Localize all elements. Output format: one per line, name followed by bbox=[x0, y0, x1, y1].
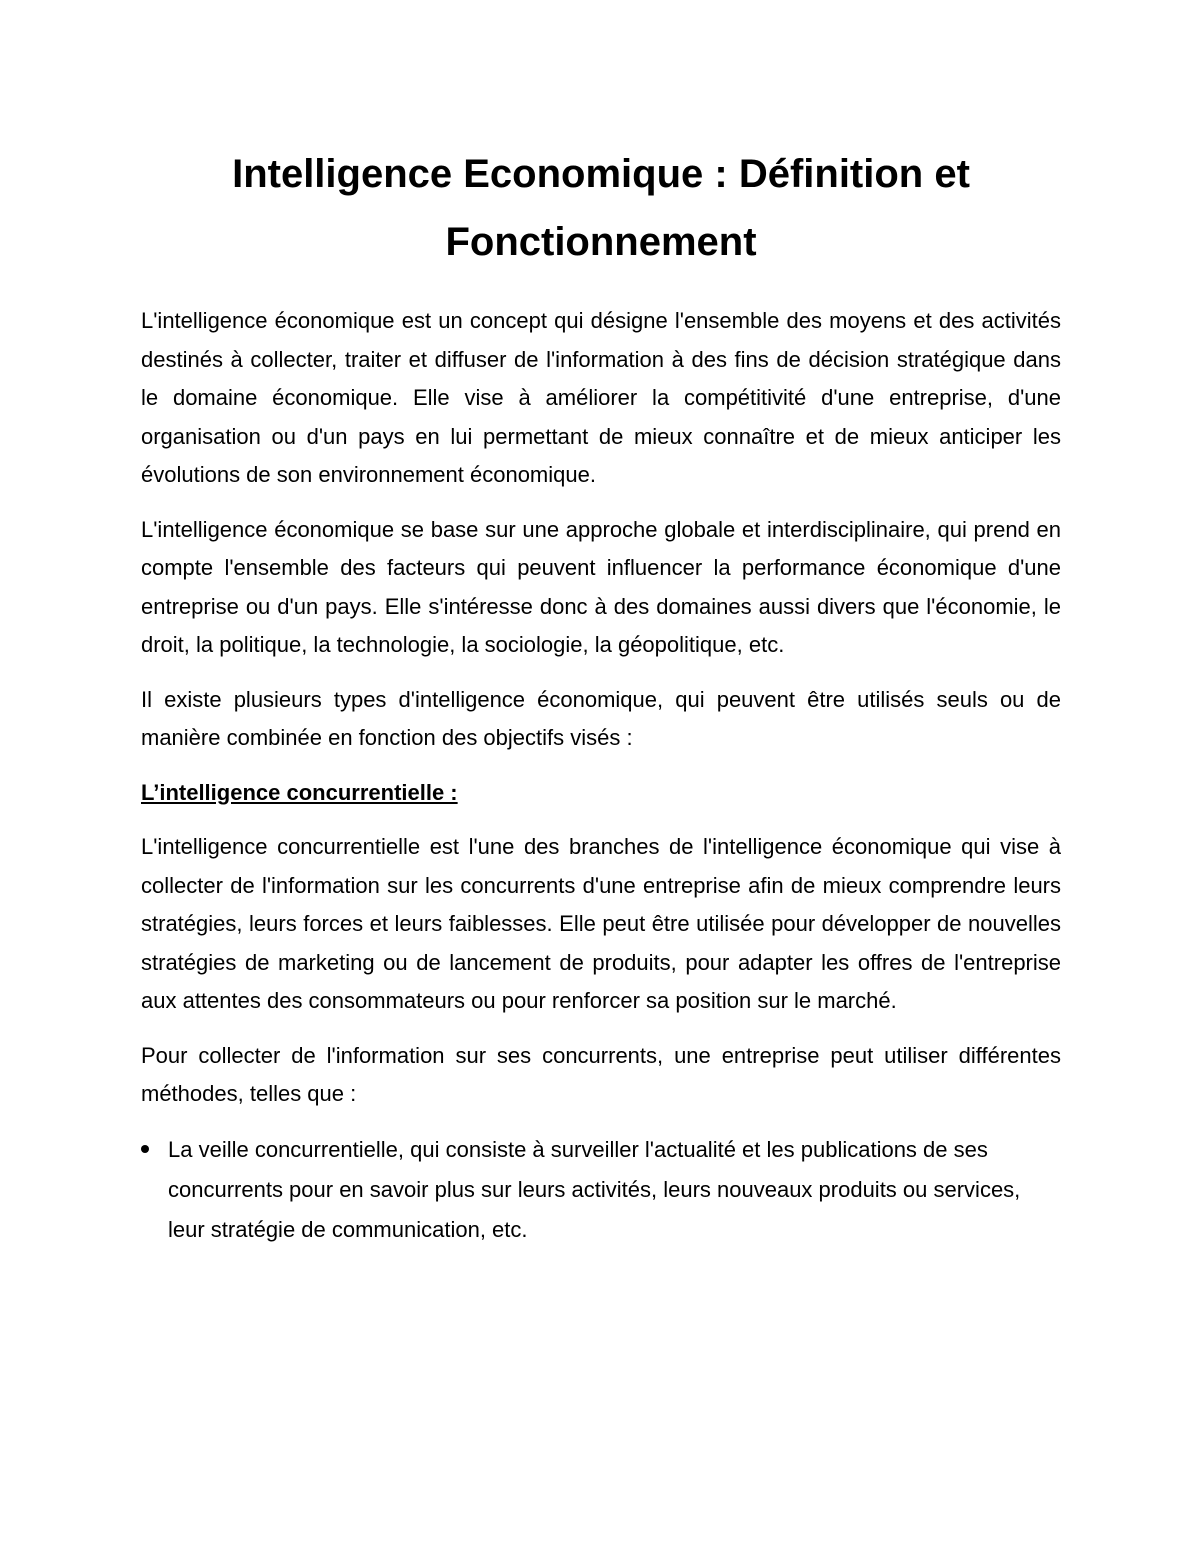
section-heading: L’intelligence concurrentielle : bbox=[141, 779, 458, 805]
document-title: Intelligence Economique : Définition et Fonctionnement bbox=[232, 152, 970, 264]
paragraph-approach: L'intelligence économique se base sur une approche globale et interdisciplinaire, qui prend en compte l'ensemble des facteurs qui peuvent influencer la performance économique d'une entreprise ou d'un pays. Elle s'intéresse donc à des domaines aussi divers que l'économie, le droit, la politique, la technologie, la sociologie, la géopolitique, etc. bbox=[141, 516, 1061, 657]
list-item-text: La veille concurrentielle, qui consiste à surveiller l'actualité et les publications de ses concurrents pour en savoir plus sur leurs activités, leurs nouveaux produits ou services, leur stratégie de communication, etc. bbox=[168, 1136, 1021, 1242]
list-item bbox=[141, 1130, 1061, 1250]
paragraph-methods: Pour collecter de l'information sur ses concurrents, une entreprise peut utiliser différentes méthodes, telles que : bbox=[141, 1042, 1061, 1106]
methods-list bbox=[141, 1130, 1061, 1250]
document-page bbox=[141, 140, 1061, 1250]
bullet-icon bbox=[141, 1145, 149, 1153]
paragraph-definition: L'intelligence économique est un concept qui désigne l'ensemble des moyens et des activités destinés à collecter, traiter et diffuser de l'information à des fins de décision stratégique dans le domaine économique. Elle vise à améliorer la compétitivité d'une entreprise, d'une organisation ou d'un pays en lui permettant de mieux connaître et de mieux anticiper les évolutions de son environnement économique. bbox=[141, 308, 1061, 487]
paragraph-competitive-intelligence: L'intelligence concurrentielle est l'une des branches de l'intelligence économique qui vise à collecter de l'information sur les concurrents d'une entreprise afin de mieux comprendre leurs stratégies, leurs forces et leurs faiblesses. Elle peut être utilisée pour développer de nouvelles stratégies de marketing ou de lancement de produits, pour adapter les offres de l'entreprise aux attentes des consommateurs ou pour renforcer sa position sur le marché. bbox=[141, 834, 1061, 1013]
paragraph-types: Il existe plusieurs types d'intelligence économique, qui peuvent être utilisés seuls ou de manière combinée en fonction des objectifs visés : bbox=[141, 686, 1061, 750]
